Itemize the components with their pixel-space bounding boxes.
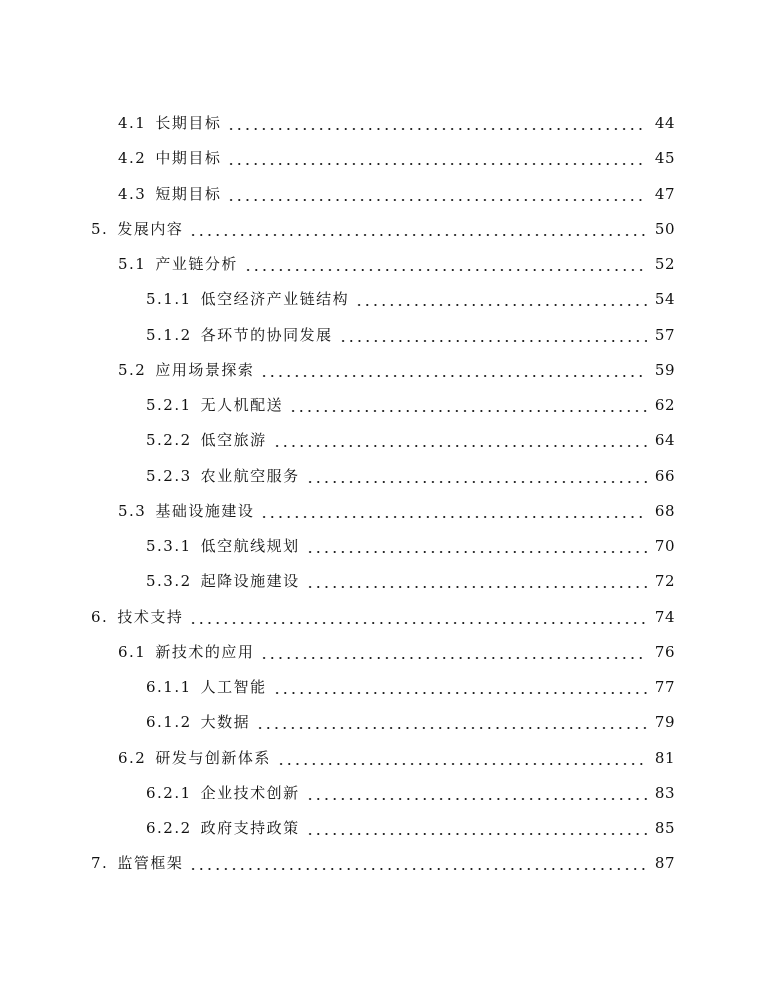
entry-number: 6.: [91, 607, 109, 626]
page-number: 72: [654, 572, 675, 591]
table-of-contents: [0, 106, 765, 882]
toc-entry-5-2-3[interactable]: [0, 459, 765, 494]
entry-number: 4.3: [118, 184, 147, 203]
dot-leader: [289, 398, 647, 413]
toc-entry-5-3[interactable]: [0, 494, 765, 529]
entry-title: 大数据: [200, 713, 251, 732]
dot-leader: [277, 751, 647, 766]
entry-title: 企业技术创新: [200, 783, 300, 802]
dot-leader: [273, 433, 647, 448]
entry-number: 4.1: [118, 114, 147, 133]
entry-title: 短期目标: [155, 184, 222, 203]
entry-title: 发展内容: [117, 219, 184, 238]
page-number: 77: [654, 678, 675, 697]
page-number: 76: [654, 642, 675, 661]
entry-title: 应用场景探索: [155, 360, 255, 379]
entry-number: 5.2.1: [146, 396, 192, 415]
entry-number: 5.2.3: [146, 466, 192, 485]
page-number: 87: [654, 854, 675, 873]
toc-entry-4-2[interactable]: [0, 141, 765, 176]
entry-title: 中期目标: [155, 149, 222, 168]
entry-number: 5.3: [118, 501, 147, 520]
page-number: 45: [654, 149, 675, 168]
entry-title: 技术支持: [117, 607, 184, 626]
entry-number: 4.2: [118, 149, 147, 168]
dot-leader: [306, 574, 647, 589]
toc-entry-6-1[interactable]: [0, 635, 765, 670]
dot-leader: [189, 222, 647, 237]
dot-leader: [306, 539, 647, 554]
page-number: 52: [654, 255, 675, 274]
toc-entry-6-1-2[interactable]: [0, 705, 765, 740]
page-number: 64: [654, 431, 675, 450]
entry-number: 6.1.2: [146, 713, 192, 732]
page-number: 81: [654, 748, 675, 767]
page-number: 68: [654, 501, 675, 520]
entry-number: 6.1: [118, 642, 147, 661]
entry-title: 政府支持政策: [200, 819, 300, 838]
entry-number: 5.1.1: [146, 290, 192, 309]
toc-entry-6[interactable]: [0, 600, 765, 635]
toc-entry-5[interactable]: [0, 212, 765, 247]
entry-title: 产业链分析: [155, 255, 238, 274]
dot-leader: [227, 116, 647, 131]
toc-entry-4-1[interactable]: [0, 106, 765, 141]
toc-entry-6-2-2[interactable]: [0, 811, 765, 846]
toc-entry-7[interactable]: [0, 846, 765, 881]
dot-leader: [260, 363, 647, 378]
dot-leader: [244, 257, 647, 272]
entry-title: 低空旅游: [200, 431, 267, 450]
dot-leader: [227, 187, 647, 202]
dot-leader: [227, 151, 647, 166]
entry-number: 5.2: [118, 360, 147, 379]
entry-title: 低空经济产业链结构: [200, 290, 350, 309]
entry-number: 6.2.2: [146, 819, 192, 838]
entry-title: 各环节的协同发展: [200, 325, 333, 344]
dot-leader: [306, 469, 647, 484]
toc-entry-5-3-2[interactable]: [0, 564, 765, 599]
page-number: 85: [654, 819, 675, 838]
entry-title: 人工智能: [200, 678, 267, 697]
dot-leader: [306, 821, 647, 836]
entry-title: 无人机配送: [200, 396, 284, 415]
toc-entry-5-2-2[interactable]: [0, 423, 765, 458]
dot-leader: [339, 328, 647, 343]
entry-number: 5.: [91, 219, 109, 238]
entry-title: 起降设施建设: [200, 572, 300, 591]
dot-leader: [260, 504, 647, 519]
entry-title: 低空航线规划: [200, 537, 300, 556]
page-number: 47: [654, 184, 675, 203]
page-number: 62: [654, 396, 675, 415]
page-number: 66: [654, 466, 675, 485]
toc-entry-6-1-1[interactable]: [0, 670, 765, 705]
toc-entry-5-1-2[interactable]: [0, 318, 765, 353]
page-number: 54: [654, 290, 675, 309]
toc-entry-5-3-1[interactable]: [0, 529, 765, 564]
dot-leader: [256, 715, 647, 730]
entry-number: 6.1.1: [146, 678, 192, 697]
page-number: 59: [654, 360, 675, 379]
page-number: 70: [654, 537, 675, 556]
dot-leader: [189, 856, 647, 871]
page-number: 79: [654, 713, 675, 732]
toc-entry-4-3[interactable]: [0, 177, 765, 212]
dot-leader: [260, 645, 647, 660]
dot-leader: [189, 610, 647, 625]
toc-entry-6-2-1[interactable]: [0, 776, 765, 811]
toc-entry-5-1-1[interactable]: [0, 282, 765, 317]
entry-number: 7.: [91, 854, 109, 873]
entry-number: 5.3.2: [146, 572, 192, 591]
dot-leader: [355, 292, 647, 307]
toc-entry-5-2-1[interactable]: [0, 388, 765, 423]
entry-title: 长期目标: [155, 114, 222, 133]
entry-title: 监管框架: [117, 854, 184, 873]
page-number: 74: [654, 607, 675, 626]
toc-entry-5-1[interactable]: [0, 247, 765, 282]
entry-number: 5.1.2: [146, 325, 192, 344]
page-number: 83: [654, 783, 675, 802]
entry-number: 6.2.1: [146, 783, 192, 802]
entry-number: 5.1: [118, 255, 147, 274]
entry-number: 5.2.2: [146, 431, 192, 450]
toc-entry-6-2[interactable]: [0, 741, 765, 776]
dot-leader: [273, 680, 647, 695]
toc-entry-5-2[interactable]: [0, 353, 765, 388]
dot-leader: [306, 786, 647, 801]
page-number: 57: [654, 325, 675, 344]
entry-title: 农业航空服务: [200, 466, 300, 485]
entry-title: 新技术的应用: [155, 642, 255, 661]
entry-title: 研发与创新体系: [155, 748, 271, 767]
page-number: 50: [654, 219, 675, 238]
entry-title: 基础设施建设: [155, 501, 255, 520]
page-number: 44: [654, 114, 675, 133]
entry-number: 5.3.1: [146, 537, 192, 556]
entry-number: 6.2: [118, 748, 147, 767]
